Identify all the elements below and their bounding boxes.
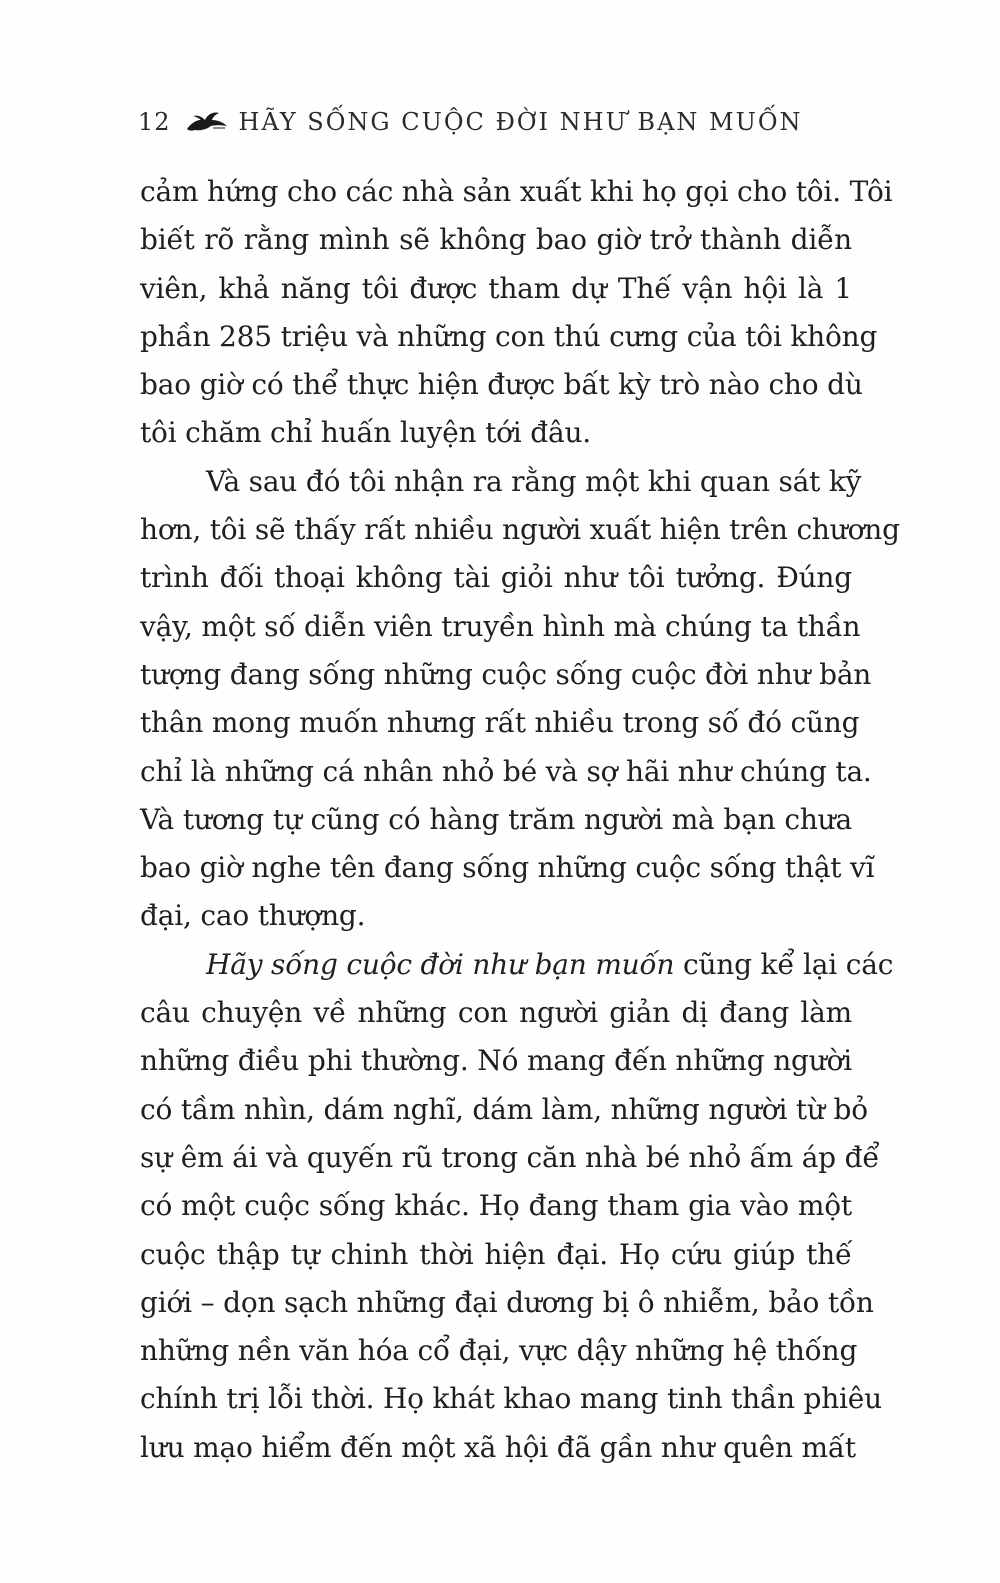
book-title-italic: Hãy sống cuộc đời như bạn muốn bbox=[206, 947, 675, 981]
text-line: hơn, tôi sẽ thấy rất nhiều người xuất hiện trên chương bbox=[140, 513, 900, 547]
text-line: đại, cao thượng. bbox=[140, 899, 366, 933]
text-line: cuộc thập tự chinh thời hiện đại. Họ cứu giúp thế bbox=[140, 1237, 852, 1271]
text-line: câu chuyện về những con người giản dị đang làm bbox=[140, 996, 852, 1030]
text-line: trình đối thoại không tài giỏi như tôi tưởng. Đúng bbox=[140, 561, 852, 595]
text-line: cảm hứng cho các nhà sản xuất khi họ gọi cho tôi. Tôi bbox=[140, 175, 893, 208]
running-title: HÃY SỐNG CUỘC ĐỜI NHƯ BẠN MUỐN bbox=[238, 108, 803, 136]
text-line: chính trị lỗi thời. Họ khát khao mang tinh thần phiêu bbox=[140, 1382, 883, 1416]
text-line: những điều phi thường. Nó mang đến những người bbox=[140, 1044, 852, 1078]
text-line: bao giờ nghe tên đang sống những cuộc sống thật vĩ bbox=[140, 851, 875, 885]
text-line: những nền văn hóa cổ đại, vực dậy những hệ thống bbox=[140, 1334, 858, 1368]
text-line bbox=[140, 941, 894, 989]
text-line: tượng đang sống những cuộc sống cuộc đời như bản bbox=[140, 657, 872, 691]
text-line: bao giờ có thể thực hiện được bất kỳ trò nào cho dù bbox=[140, 368, 863, 402]
text-line: lưu mạo hiểm đến một xã hội đã gần như quên mất bbox=[140, 1430, 856, 1464]
text-line: tôi chăm chỉ huấn luyện tới đâu. bbox=[140, 416, 591, 450]
body-text bbox=[140, 168, 900, 1472]
text-line: phần 285 triệu và những con thú cưng của tôi không bbox=[140, 319, 878, 353]
text-line: có tầm nhìn, dám nghĩ, dám làm, những người từ bỏ bbox=[140, 1092, 868, 1126]
text-line: biết rõ rằng mình sẽ không bao giờ trở thành diễn bbox=[140, 223, 852, 257]
text-line: thân mong muốn nhưng rất nhiều trong số đó cũng bbox=[140, 706, 860, 740]
text-line: Và sau đó tôi nhận ra rằng một khi quan sát kỹ bbox=[206, 464, 862, 498]
text-line: vậy, một số diễn viên truyền hình mà chúng ta thần bbox=[140, 609, 861, 643]
text-line: chỉ là những cá nhân nhỏ bé và sợ hãi như chúng ta. bbox=[140, 754, 872, 788]
page-number: 12 bbox=[138, 108, 171, 136]
bird-ornament-icon bbox=[185, 107, 229, 137]
running-header bbox=[138, 100, 803, 144]
text-line: viên, khả năng tôi được tham dự Thế vận hội là 1 bbox=[140, 271, 852, 305]
text-line: có một cuộc sống khác. Họ đang tham gia vào một bbox=[140, 1189, 852, 1223]
text-fragment: cũng kể lại các bbox=[674, 947, 894, 981]
text-line: Và tương tự cũng có hàng trăm người mà bạn chưa bbox=[140, 802, 852, 836]
text-line: giới – dọn sạch những đại dương bị ô nhiễm, bảo tồn bbox=[140, 1285, 874, 1319]
text-line: sự êm ái và quyến rũ trong căn nhà bé nhỏ ấm áp để bbox=[140, 1140, 880, 1174]
